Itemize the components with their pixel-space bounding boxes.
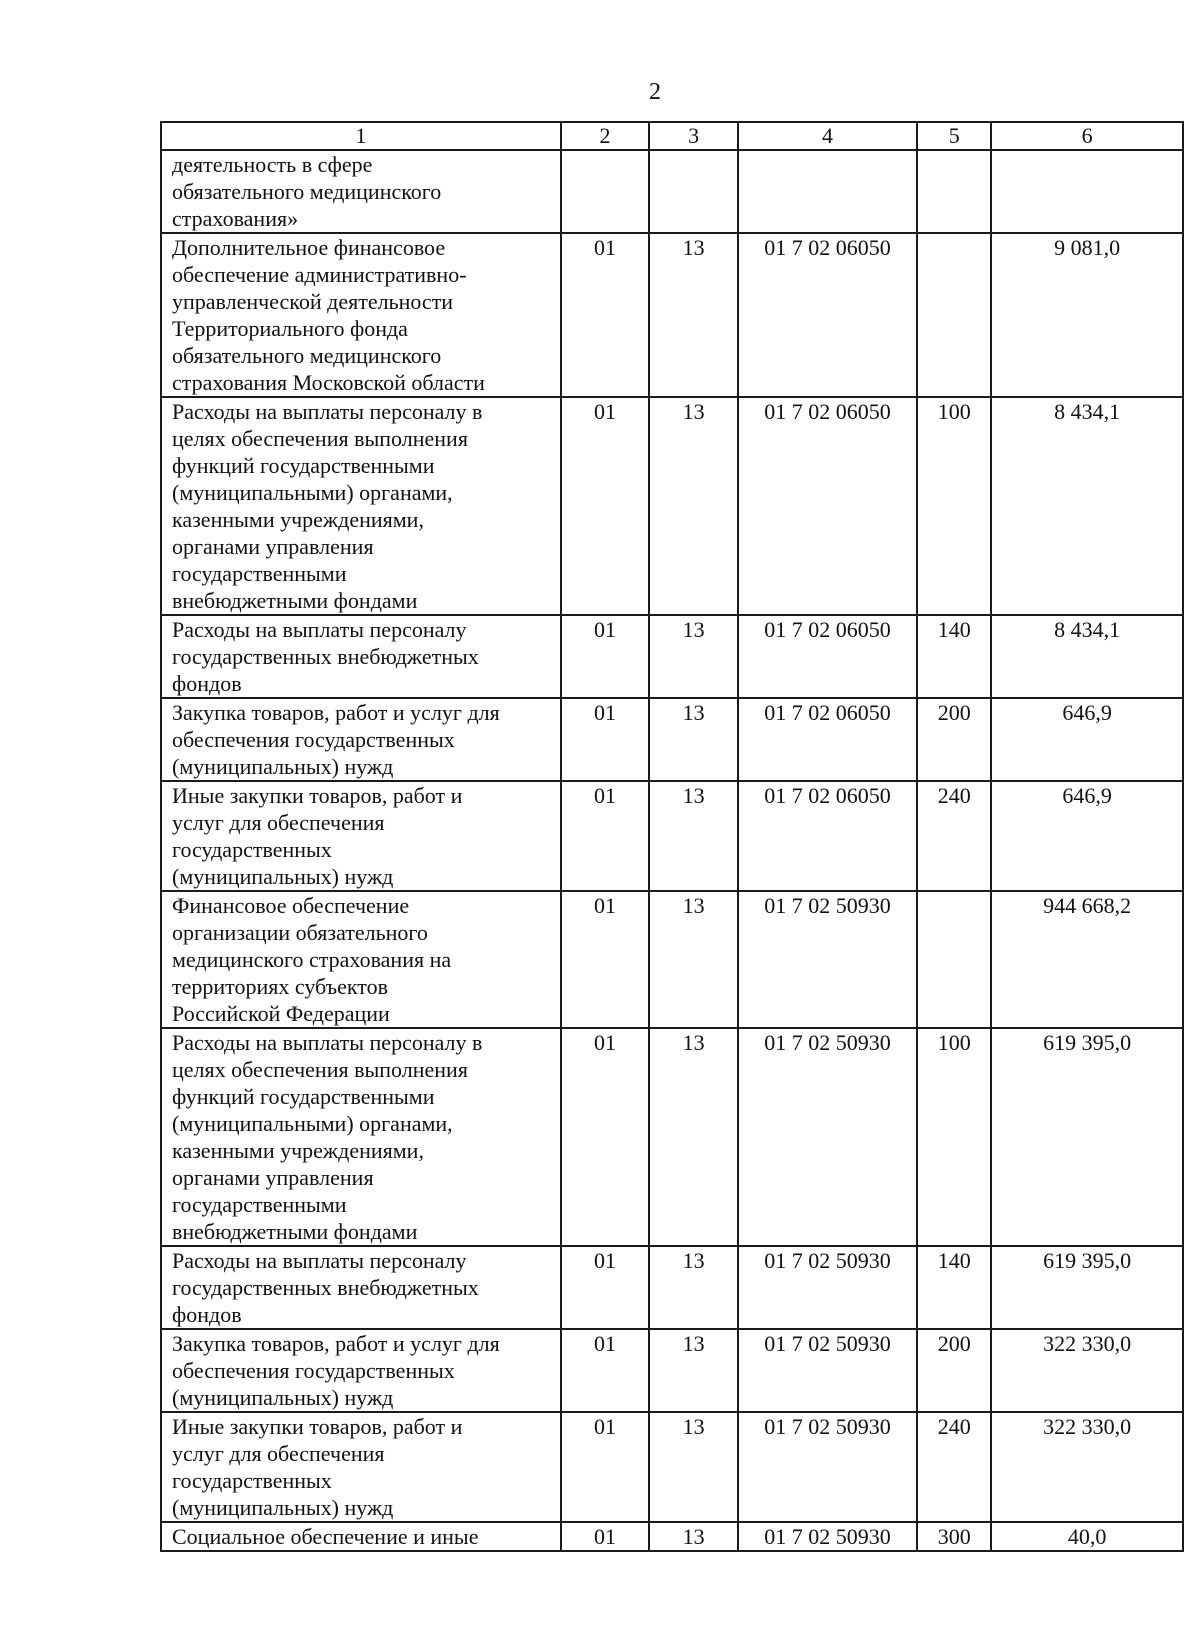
column-header: 1 [161,122,561,150]
row-expense-type-cell: 100 [917,1028,991,1246]
row-target-article-cell: 01 7 02 06050 [738,615,917,698]
table-row [161,891,1183,1028]
table-row [161,1522,1183,1551]
row-section-cell: 01 [561,1329,650,1412]
table-row [161,1412,1183,1522]
row-amount-cell: 619 395,0 [991,1246,1183,1329]
row-target-article-cell: 01 7 02 50930 [738,1522,917,1551]
row-section-cell: 01 [561,397,650,615]
row-target-article-cell: 01 7 02 06050 [738,781,917,891]
column-header: 6 [991,122,1183,150]
row-target-article-cell: 01 7 02 50930 [738,1246,917,1329]
row-amount-cell: 8 434,1 [991,397,1183,615]
row-subsection-cell: 13 [649,698,738,781]
row-name-cell: Закупка товаров, работ и услуг для обеспечения государственных (муниципальных) нужд [161,1329,561,1412]
row-target-article-cell: 01 7 02 50930 [738,1028,917,1246]
row-subsection-cell: 13 [649,1522,738,1551]
row-expense-type-cell: 140 [917,615,991,698]
row-amount-cell: 619 395,0 [991,1028,1183,1246]
row-name-cell: Социальное обеспечение и иные [161,1522,561,1551]
row-amount-cell: 944 668,2 [991,891,1183,1028]
row-subsection-cell: 13 [649,1329,738,1412]
table-row [161,698,1183,781]
row-subsection-cell: 13 [649,1246,738,1329]
row-section-cell: 01 [561,1246,650,1329]
row-name-cell: Дополнительное финансовое обеспечение административно- управленческой деятельности Территориального фонда обязательного медицинского страхования Московской области [161,233,561,397]
table-row [161,781,1183,891]
row-target-article-cell: 01 7 02 50930 [738,1412,917,1522]
table-row [161,615,1183,698]
row-name-cell: Расходы на выплаты персоналу государственных внебюджетных фондов [161,615,561,698]
column-header: 4 [738,122,917,150]
row-expense-type-cell [917,891,991,1028]
row-expense-type-cell: 240 [917,781,991,891]
row-amount-cell [991,150,1183,233]
row-subsection-cell: 13 [649,1028,738,1246]
row-amount-cell: 9 081,0 [991,233,1183,397]
table-row [161,233,1183,397]
row-expense-type-cell: 100 [917,397,991,615]
row-name-cell: Иные закупки товаров, работ и услуг для обеспечения государственных (муниципальных) нужд [161,781,561,891]
row-section-cell: 01 [561,698,650,781]
header-row [161,122,1183,150]
table-row [161,1028,1183,1246]
column-header: 2 [561,122,650,150]
row-subsection-cell [649,150,738,233]
row-subsection-cell: 13 [649,615,738,698]
table-row [161,1329,1183,1412]
row-expense-type-cell [917,150,991,233]
row-subsection-cell: 13 [649,781,738,891]
row-target-article-cell: 01 7 02 06050 [738,698,917,781]
row-name-cell: Расходы на выплаты персоналу государственных внебюджетных фондов [161,1246,561,1329]
column-header: 5 [917,122,991,150]
row-section-cell: 01 [561,1028,650,1246]
row-target-article-cell: 01 7 02 06050 [738,397,917,615]
row-expense-type-cell: 140 [917,1246,991,1329]
row-section-cell: 01 [561,1522,650,1551]
row-name-cell: деятельность в сфере обязательного медицинского страхования» [161,150,561,233]
row-section-cell: 01 [561,781,650,891]
row-name-cell: Расходы на выплаты персоналу в целях обеспечения выполнения функций государственными (муниципальными) органами, казенными учреждениями, органами управления государственными внебюджетными фондами [161,397,561,615]
table-body [161,122,1183,1551]
row-expense-type-cell: 200 [917,1329,991,1412]
row-amount-cell: 646,9 [991,698,1183,781]
row-name-cell: Расходы на выплаты персоналу в целях обеспечения выполнения функций государственными (муниципальными) органами, казенными учреждениями, органами управления государственными внебюджетными фондами [161,1028,561,1246]
row-section-cell: 01 [561,615,650,698]
row-expense-type-cell: 200 [917,698,991,781]
table-row [161,150,1183,233]
row-amount-cell: 322 330,0 [991,1412,1183,1522]
table-row [161,397,1183,615]
row-name-cell: Иные закупки товаров, работ и услуг для обеспечения государственных (муниципальных) нужд [161,1412,561,1522]
row-section-cell [561,150,650,233]
row-subsection-cell: 13 [649,1412,738,1522]
row-subsection-cell: 13 [649,397,738,615]
row-target-article-cell: 01 7 02 50930 [738,1329,917,1412]
row-amount-cell: 8 434,1 [991,615,1183,698]
row-expense-type-cell [917,233,991,397]
row-expense-type-cell: 300 [917,1522,991,1551]
row-section-cell: 01 [561,1412,650,1522]
row-amount-cell: 322 330,0 [991,1329,1183,1412]
budget-table [160,121,1184,1552]
column-header: 3 [649,122,738,150]
row-target-article-cell: 01 7 02 50930 [738,891,917,1028]
row-expense-type-cell: 240 [917,1412,991,1522]
row-section-cell: 01 [561,891,650,1028]
page-number: 2 [649,79,661,105]
row-name-cell: Финансовое обеспечение организации обязательного медицинского страхования на территориях субъектов Российской Федерации [161,891,561,1028]
row-target-article-cell: 01 7 02 06050 [738,233,917,397]
row-amount-cell: 40,0 [991,1522,1183,1551]
row-subsection-cell: 13 [649,233,738,397]
row-subsection-cell: 13 [649,891,738,1028]
row-amount-cell: 646,9 [991,781,1183,891]
row-name-cell: Закупка товаров, работ и услуг для обеспечения государственных (муниципальных) нужд [161,698,561,781]
row-target-article-cell [738,150,917,233]
table-row [161,1246,1183,1329]
row-section-cell: 01 [561,233,650,397]
